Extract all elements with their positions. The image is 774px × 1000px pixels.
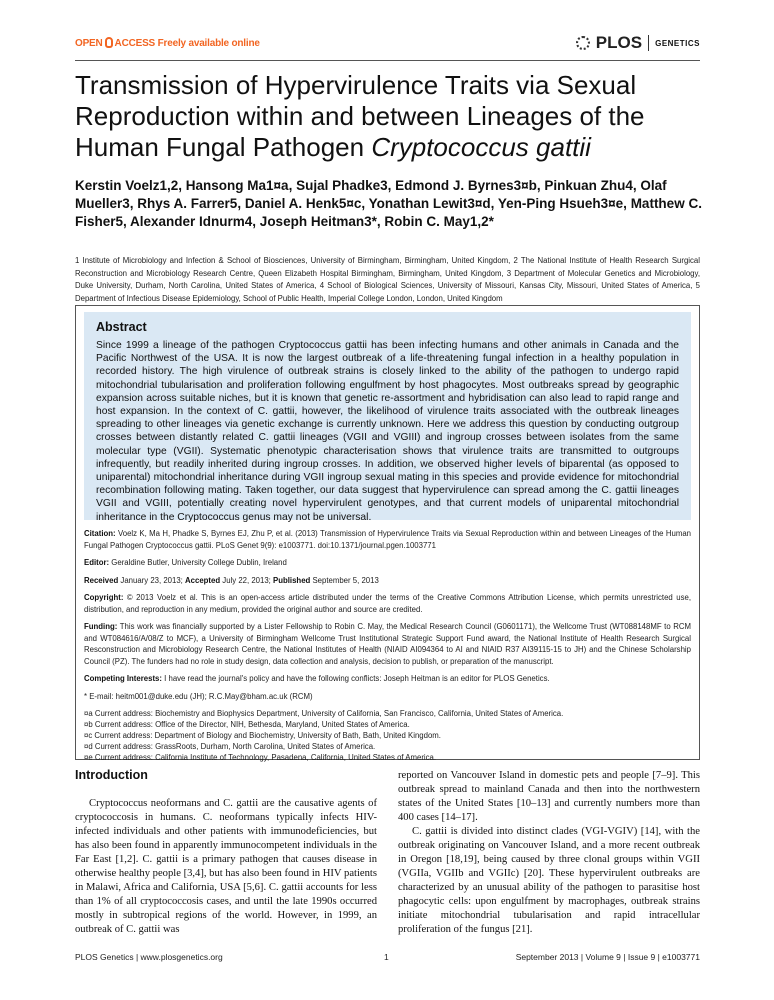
footer-journal: PLOS Genetics | www.plosgenetics.org — [75, 952, 223, 962]
intro-paragraph-1-cont: reported on Vancouver Island in domestic pets and people [7–9]. This outbreak spread to mainland Canada and then into the northwestern states of the United States [10–13] and currently numbers more than 400 cases [14–17]. — [398, 770, 700, 823]
accepted-date: July 22, 2013; — [222, 575, 271, 585]
open-lock-icon — [105, 37, 113, 48]
logo-divider — [648, 35, 649, 51]
title-text: Transmission of Hypervirulence Traits via Sexual Reproduction within and between Lineages of the Human Fungal Pathogen — [75, 70, 645, 162]
copyright — [84, 592, 691, 615]
citation — [84, 528, 691, 551]
introduction-heading: Introduction — [75, 768, 148, 782]
intro-paragraph-1: Cryptococcus neoformans and C. gattii are the causative agents of cryptococcosis in humans. C. neoformans typically infects HIV-infected individuals and other patients with immunodeficiencies, but has also been found in apparently immunocompetent individuals in the Far East [1,2]. C. gattii is a primary pathogen that causes disease in otherwise healthy people [3,4], but has also been found in HIV patients in Malawi, Africa and California, USA [5,6]. C. gattii accounts for less than 1% of all cryptococcosis cases, and until the late 1990s occurred mostly in subtropical regions of the world. However, in 1999, an outbreak of C. gattii was — [75, 798, 377, 935]
accepted-label: Accepted — [185, 575, 221, 585]
editor — [84, 557, 691, 569]
footer-issue: September 2013 | Volume 9 | Issue 9 | e1003771 — [515, 952, 700, 962]
journal-header — [75, 33, 700, 61]
address-a: ¤a Current address: Biochemistry and Biophysics Department, University of California, San Francisco, California, United States of America. — [84, 709, 564, 718]
funding-text: This work was financially supported by a Lister Fellowship to Robin C. May, the Medical Research Council (G0601171), the Wellcome Trust (WT088148MF to RCM and WT084616/A/08/Z to MCF), a University of Birmingham Wellcome Trust Institutional Strategic Support Fund award, the National Institute of Health Research Surgical Resconstruction and Microbiology Research Centre, the National Institutes of Health (NIAID AI094364 to AI and NIAID R37 AI39115-15 to JH) and the Chinese Scholarship Council (PZ). The funders had no role in study design, data collection and analysis, decision to publish, or preparation of the manuscript. — [84, 622, 691, 666]
plos-genetics-logo — [576, 33, 700, 53]
abstract-text: Since 1999 a lineage of the pathogen Cryptococcus gattii has been infecting humans and other animals in Canada and the Pacific Northwest of the USA. It is now the largest outbreak of a life-threatening fungal infection in a healthy population in recorded history. The high virulence of outbreak strains is closely linked to the ability of the pathogen to undergo rapid mitochondrial tubularisation and proliferation following engulfment by host phagocytes. Most outbreaks spread by geographic expansion across suitable niches, but it is known that genetic re-assortment and hybridisation can also lead to rapid range and host expansion. In the context of C. gattii, however, the likelihood of virulence traits associated with the outbreak lineages spreading to other lineages via genetic exchange is currently unknown. Here we address this question by conducting outgroup crosses between distantly related C. gattii lineages (VGII and VGIII) and ingroup crosses between isolates from the same molecular type (VGII). Systematic phenotypic characterisation shows that virulence traits are transmitted to outgroups infrequently, but readily inherited during ingroup crosses. In addition, we observed higher levels of biparental (as opposed to uniparental) mitochondrial inheritance during VGII ingroup sexual mating in this species and provide evidence for mitochondrial recombination following mating. Taken together, our data suggest that hypervirulence can spread among the C. gattii lineages VGII and VGIII, potentially creating novel hypervirulent genotypes, and that current models of uniparental mitochondrial inheritance in the Cryptococcus genus may not be universal. — [96, 340, 679, 523]
address-b: ¤b Current address: Office of the Director, NIH, Bethesda, Maryland, United States of America. — [84, 720, 410, 729]
title-italic: Cryptococcus gattii — [371, 132, 591, 162]
received-label: Received — [84, 575, 119, 585]
received-date: January 23, 2013; — [120, 575, 183, 585]
intro-paragraph-2: C. gattii is divided into distinct clades (VGI-VGIV) [14], with the outbreak originating on Vancouver Island, and a more recent outbreak in Oregon [18,19], being caused by three clonal groups within VGII (VGIIa, VGIIb and VGIIc) [20]. These hypervirulent outbreaks are characterized by an unusual ability of the pathogen to parasitise host phagocytic cells: upon engulfment by macrophages, outbreak strains initiate mitochondrial tubularisation and rapid intracellular proliferation of the fungus [21]. — [398, 826, 700, 935]
published-label: Published — [273, 575, 311, 585]
affiliations: 1 Institute of Microbiology and Infection & School of Biosciences, University of Birmingham, Birmingham, United Kingdom, 2 The National Institute of Health Research Surgical Reconstruction and Microbiology Research Centre, Queen Elizabeth Hospital Birmingham, Birmingham, United Kingdom, 3 Department of Molecular Genetics and Microbiology, Duke University, Durham, North Carolina, United States of America, 4 School of Biological Sciences, University of Missouri, Kansas City, Missouri, United States of America, 5 Department of Infectious Disease Epidemiology, School of Public Health, Imperial College London, London, United Kingdom — [75, 256, 700, 303]
competing-interests — [84, 673, 691, 685]
competing-text: I have read the journal's policy and have the following conflicts: Joseph Heitman is an editor for PLOS Genetics. — [164, 674, 550, 683]
corresponding-email[interactable]: * E-mail: heitm001@duke.edu (JH); R.C.May@bham.ac.uk (RCM) — [84, 691, 313, 701]
front-matter-box — [75, 305, 700, 760]
funding-label: Funding: — [84, 622, 118, 631]
dates — [84, 575, 691, 587]
open-text: OPEN — [75, 38, 103, 49]
editor-text: Geraldine Butler, University College Dublin, Ireland — [111, 558, 287, 567]
plos-logo-icon — [576, 36, 590, 50]
freely-available-text: Freely available online — [157, 38, 260, 49]
abstract-heading: Abstract — [96, 320, 147, 334]
copyright-label: Copyright: — [84, 593, 124, 602]
page-number: 1 — [384, 952, 389, 962]
copyright-text: © 2013 Voelz et al. This is an open-access article distributed under the terms of the Creative Commons Attribution License, which permits unrestricted use, distribution, and reproduction in any medium, provided the original author and source are credited. — [84, 593, 691, 614]
competing-label: Competing Interests: — [84, 674, 162, 683]
plos-text: PLOS — [595, 33, 643, 52]
access-text: ACCESS — [114, 38, 156, 49]
editor-label: Editor: — [84, 558, 110, 567]
address-d: ¤d Current address: GrassRoots, Durham, North Carolina, United States of America. — [84, 742, 376, 751]
journal-name: GENETICS — [655, 38, 700, 48]
article-title — [75, 70, 715, 163]
author-list: Kerstin Voelz1,2, Hansong Ma1¤a, Sujal Phadke3, Edmond J. Byrnes3¤b, Pinkuan Zhu4, Olaf Mueller3, Rhys A. Farrer5, Daniel A. Henk5¤c, Yonathan Lewit3¤d, Yen-Ping Hsueh3¤e, Matthew C. Fisher5, Alexander Idnurm4, Joseph Heitman3*, Robin C. May1,2* — [75, 178, 702, 229]
article-metadata — [84, 528, 691, 763]
address-e: ¤e Current address: California Institute of Technology, Pasadena, California, United States of America. — [84, 753, 437, 762]
open-access-banner — [75, 37, 260, 49]
funding — [84, 621, 691, 667]
citation-text[interactable]: Voelz K, Ma H, Phadke S, Byrnes EJ, Zhu P, et al. (2013) Transmission of Hypervirulence Traits via Sexual Reproduction within and between Lineages of the Human Fungal Pathogen Cryptococcus gattii. PLoS Genet 9(9): e1003771. doi:10.1371/journal.pgen.1003771 — [84, 529, 691, 550]
left-column — [75, 797, 377, 937]
right-column — [398, 769, 700, 937]
published-date: September 5, 2013 — [312, 575, 379, 585]
citation-label: Citation: — [84, 529, 116, 538]
address-c: ¤c Current address: Department of Biology and Biochemistry, University of Bath, Bath, United Kingdom. — [84, 731, 441, 740]
abstract-section — [84, 312, 691, 523]
